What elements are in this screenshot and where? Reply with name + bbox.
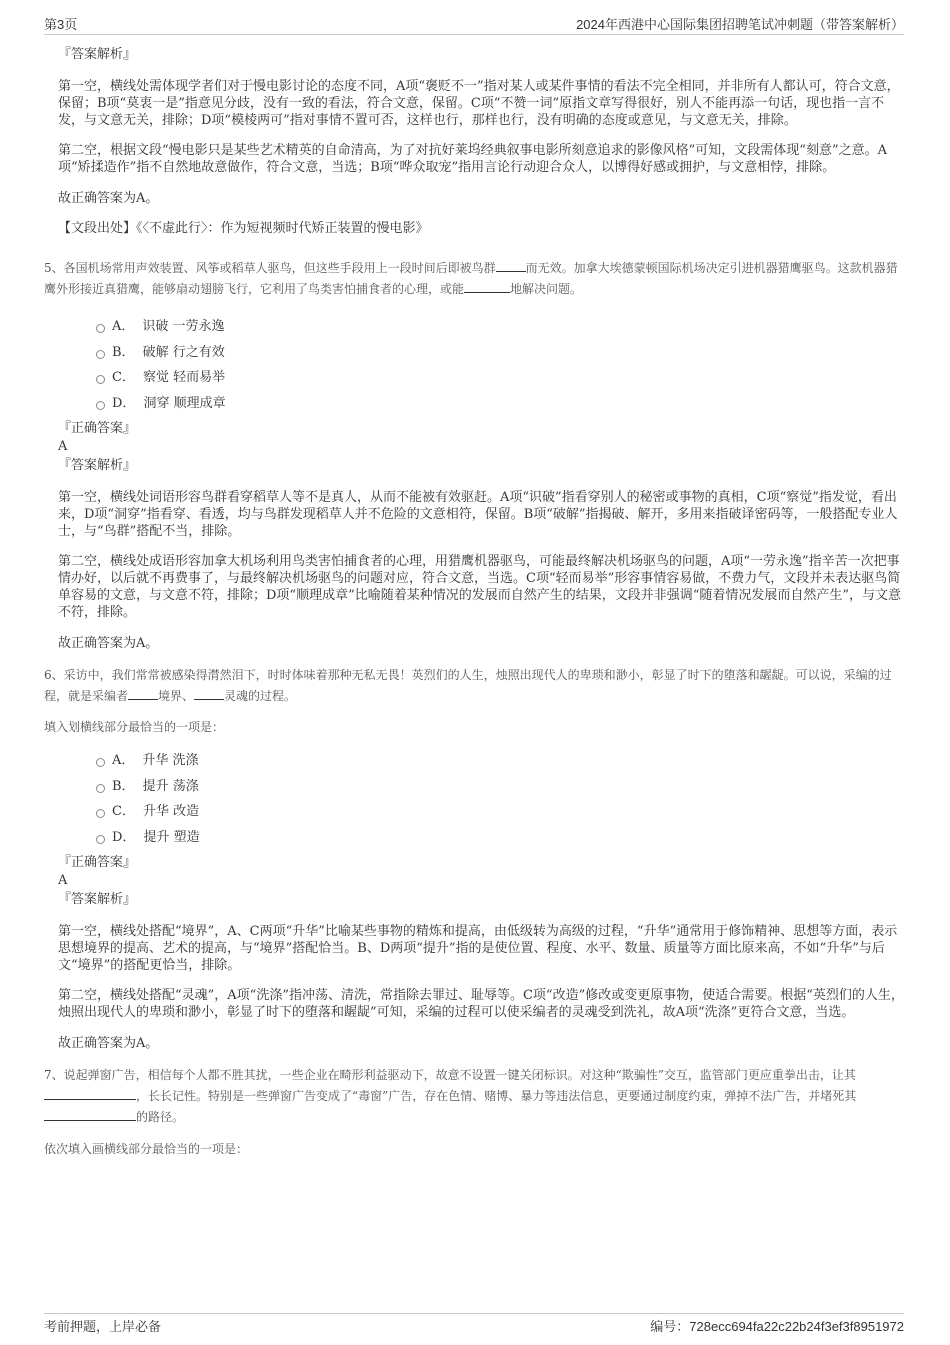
blank-line [44,1108,136,1121]
option-text: 升华 洗涤 [142,753,199,769]
analysis-paragraph: 第一空，横线处搭配“境界”，A、C两项“升华”比喻某些事物的精炼和提高，由低级转为高级的过程，“升华”通常用于修饰精神、思想等方面，表示思想境界的提高、艺术的提高，与“境界”搭配恰当。B、D两项“提升”指的是使位置、程度、水平、数量、质量等方面比原来高，不如“升华”与后文“境界”的搭配更恰当，排除。 [58,924,898,973]
option-letter: C． [112,804,135,820]
page-number: 第3页 [44,17,78,32]
stem-text: 6、采访中，我们常常被感染得潸然泪下，时时体味着那种无私无畏！英烈们的人生，烛照出现代人的卑琐和渺小，彰显了时下的堕落和龌龊。可以说，采编的过程，就是采编者 [44,668,892,703]
stem-text: 5、各国机场常用声效装置、风筝或稻草人驱鸟，但这些手段用上一段时间后即被鸟群 [44,261,496,275]
stem-text: 灵魂的过程。 [224,689,297,703]
option-letter: A． [112,319,135,335]
blank-line [496,259,526,272]
blank-line [128,687,158,700]
radio-icon[interactable] [96,324,105,333]
question-stem [44,665,906,707]
answer-analysis-label: 『答案解析』 [58,892,137,907]
radio-icon[interactable] [96,809,105,818]
blank-line [464,280,510,293]
option-text: 破解 行之有效 [142,344,225,360]
option-letter: D． [112,829,136,845]
source-text: 《〈不虚此行〉：作为短视频时代矫正装置的慢电影》 [136,221,429,236]
option-letter: B． [112,344,135,360]
document-body [44,46,906,1158]
analysis-paragraph: 第一空，横线处需体现学者们对于慢电影讨论的态度不同，A项“褒贬不一”指对某人或某件事情的看法不完全相同，并非所有人都认可，符合文意，保留；B项“莫衷一是”指意见分歧，没有一致的看法，符合文意，保留。C项“不赞一词”原指文章写得很好，别人不能再添一句话，现也指一言不发，与文意无关，排除；D项“模棱两可”指对事情不置可否，这样也行，那样也行，没有明确的态度或意见，与文意无关，排除。 [58,79,900,128]
option-text: 察觉 轻而易举 [142,370,226,386]
page-footer [44,1313,904,1336]
option-a[interactable] [96,748,906,774]
stem-text: 的路径。 [136,1110,185,1124]
stem-text: 7、说起弹窗广告，相信每个人都不胜其扰，一些企业在畸形利益驱动下，故意不设置一键关闭标识。对这种“欺骗性”交互，监管部门更应重拳出击，让其 [44,1068,856,1082]
option-letter: A． [112,753,135,769]
question-stem [44,258,906,300]
option-letter: B． [112,778,135,794]
radio-icon[interactable] [96,375,105,384]
blank-line [194,687,224,700]
conclusion-text: 故正确答案为A。 [58,191,159,206]
page-header [44,12,904,35]
stem-text: 而无效。加拿大埃德蒙顿国际机场决定引进机器猎鹰驱鸟。这款机器猎鹰外形接近真猎鹰，能够扇动翅膀飞行，它利用了鸟类害怕捕食者的心理，或能 [44,261,898,296]
correct-answer: A [58,439,68,454]
stem-text: 地解决问题。 [510,282,583,296]
radio-icon[interactable] [96,401,105,410]
analysis-paragraph: 第一空，横线处词语形容鸟群看穿稻草人等不是真人，从而不能被有效驱赶。A项“识破”指看穿别人的秘密或事物的真相，C项“察觉”指发觉，看出来，D项“洞穿”指看穿、看透，均与鸟群发现稻草人并不危险的文意相符，保留。B项“破解”指揭破、解开，多用来指破译密码等，一般搭配专业人士，与“鸟群”搭配不当，排除。 [58,490,898,539]
question-instruction: 依次填入画横线部分最恰当的一项是： [44,1142,249,1156]
option-text: 识破 一劳永逸 [142,319,225,335]
option-text: 洞穿 顺理成章 [143,395,226,411]
answer-analysis-label: 『答案解析』 [58,47,137,62]
footer-slogan: 考前押题，上岸必备 [44,1319,162,1334]
correct-answer: A [58,873,68,888]
analysis-paragraph: 第二空，横线处成语形容加拿大机场利用鸟类害怕捕食者的心理，用猎鹰机器驱鸟，可能最终解决机场驱鸟的问题，A项“一劳永逸”指辛苦一次把事情办好，以后就不再费事了，与最终解决机场驱鸟的问题对应，符合文意，当选。C项“轻而易举”形容事情容易做，不费力气，文段并未表达驱鸟简单容易的文意，与文意不符，排除；D项“顺理成章”比喻随着某种情况的发展而自然产生的结果，文段并非强调“随着情况发展而自然产生”，与文意不符，排除。 [58,554,902,620]
radio-icon[interactable] [96,350,105,359]
option-a[interactable] [96,314,906,340]
option-c[interactable] [96,365,906,391]
analysis-paragraph: 第二空，横线处搭配“灵魂”，A项“洗涤”指冲荡、清洗，常指除去罪过、耻辱等。C项“改造”修改或变更原事物，使适合需要。根据“英烈们的人生，烛照出现代人的卑琐和渺小，彰显了时下的堕落和龌龊”可知，采编的过程可以使采编者的灵魂受到洗礼，故A项“洗涤”更符合文意，当选。 [58,988,904,1020]
option-b[interactable] [96,774,906,800]
stem-text: 境界、 [158,689,195,703]
source-label: 【文段出处】 [58,221,137,236]
option-list [44,748,906,850]
option-text: 提升 荡涤 [142,778,199,794]
option-c[interactable] [96,799,906,825]
conclusion-text: 故正确答案为A。 [58,1036,159,1051]
option-text: 升华 改造 [142,804,200,820]
option-letter: D． [112,395,136,411]
option-text: 提升 塑造 [143,829,200,845]
option-list [44,314,906,416]
option-d[interactable] [96,825,906,851]
radio-icon[interactable] [96,784,105,793]
radio-icon[interactable] [96,835,105,844]
source-line [58,220,906,238]
radio-icon[interactable] [96,758,105,767]
correct-answer-label: 『正确答案』 [58,421,137,436]
blank-line [44,1087,136,1100]
document-title: 2024年西港中心国际集团招聘笔试冲刺题（带答案解析） [576,17,904,32]
answer-analysis-label: 『答案解析』 [58,458,137,473]
correct-answer-label: 『正确答案』 [58,855,137,870]
question-instruction: 填入划横线部分最恰当的一项是： [44,720,225,734]
question-stem [44,1065,906,1128]
option-b[interactable] [96,340,906,366]
analysis-paragraph: 第二空，根据文段“慢电影只是某些艺术精英的自命清高，为了对抗好莱坞经典叙事电影所刻意追求的影像风格”可知，文段需体现“刻意”之意。A项“矫揉造作”指不自然地故意做作，符合文意，当选；B项“哗众取宠”指用言论行动迎合众人，以博得好感或拥护，与文意相悖，排除。 [58,143,887,175]
conclusion-text: 故正确答案为A。 [58,636,159,651]
option-letter: C． [112,370,135,386]
stem-text: ，长长记性。特别是一些弹窗广告变成了“毒窗”广告，存在色情、赌博、暴力等违法信息，更要通过制度约束，弹掉不法广告，并堵死其 [136,1089,857,1103]
document-id: 编号：728ecc694fa22c22b24f3ef3f8951972 [650,1319,904,1334]
option-d[interactable] [96,391,906,417]
